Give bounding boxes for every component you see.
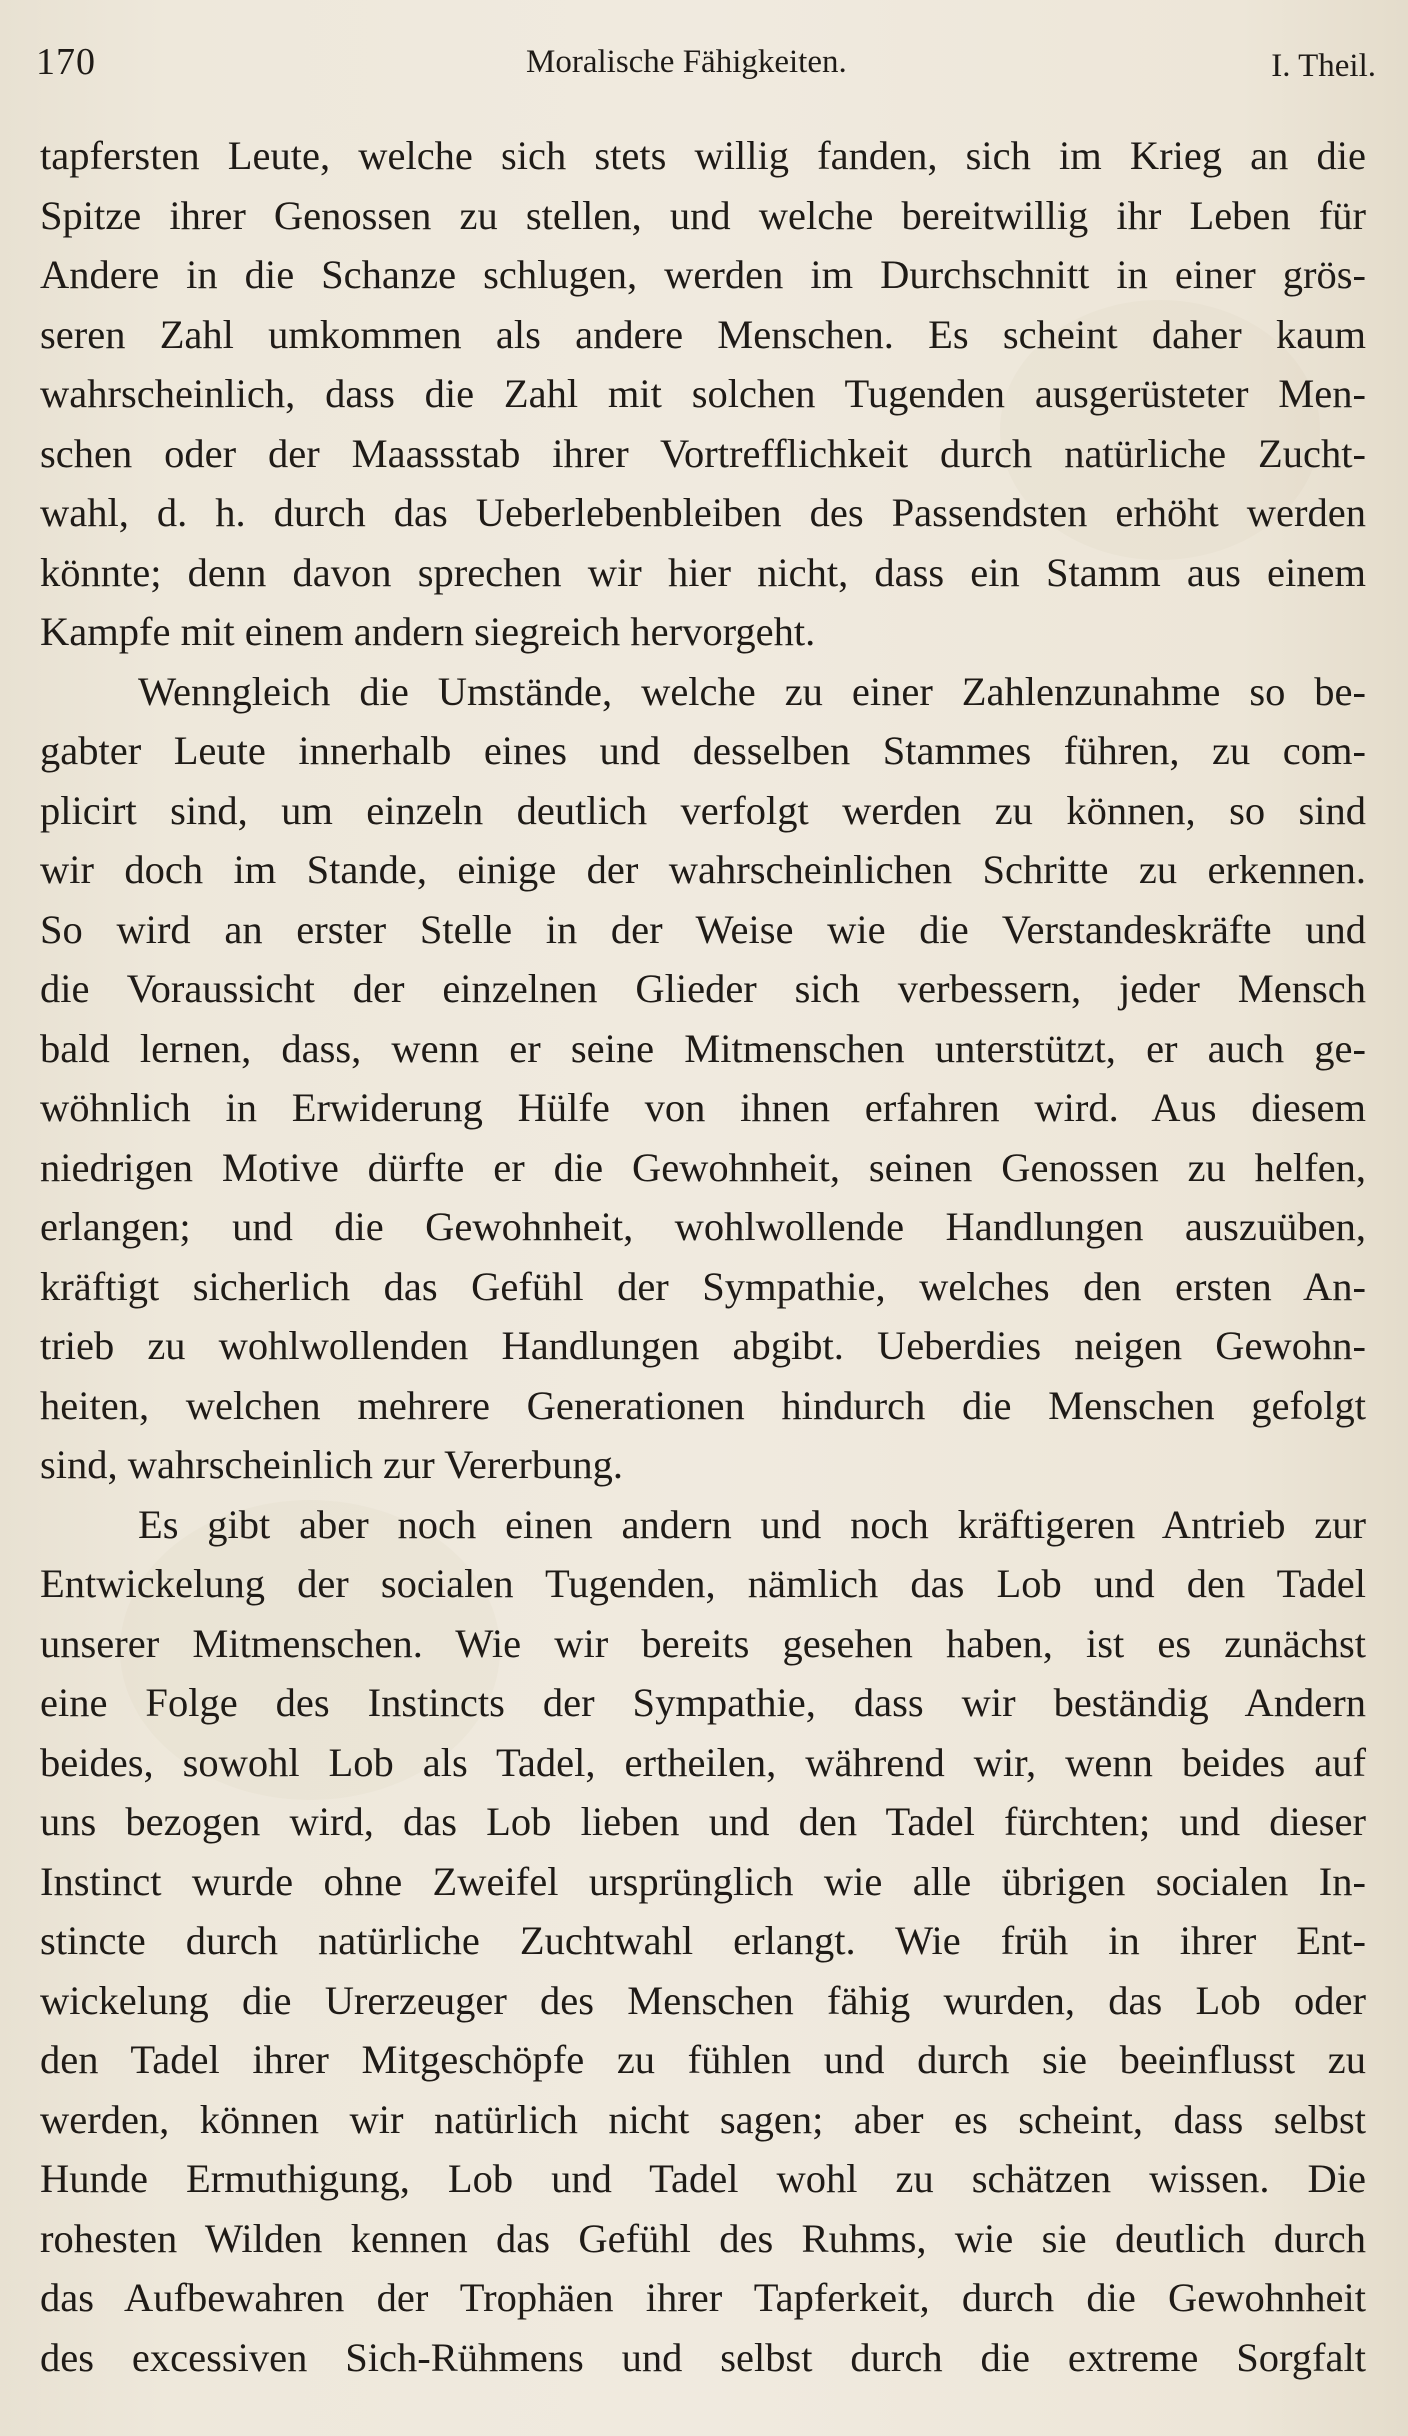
text-line: uns bezogen wird, das Lob lieben und den Tadel fürchten; und dieser (40, 1799, 1366, 1844)
text-line: wahrscheinlich, dass die Zahl mit solchen Tugenden ausgerüsteter Men- (40, 371, 1366, 416)
text-line: Wenngleich die Umstände, welche zu einer Zahlenzunahme so be- (138, 668, 1366, 714)
text-line: bald lernen, dass, wenn er seine Mitmenschen unterstützt, er auch ge- (40, 1025, 1366, 1071)
text-line: werden, können wir natürlich nicht sagen; aber es scheint, dass selbst (40, 2096, 1366, 2142)
text-line: könnte; denn davon sprechen wir hier nicht, dass ein Stamm aus einem (40, 549, 1366, 595)
body-text (40, 126, 1366, 2387)
page-header (36, 40, 1376, 100)
text-line: rohesten Wilden kennen das Gefühl des Ruhms, wie sie deutlich durch (40, 2215, 1366, 2261)
paragraph-2 (40, 662, 1366, 1495)
text-line: So wird an erster Stelle in der Weise wie die Verstandeskräfte und (40, 906, 1366, 952)
text-line: heiten, welchen mehrere Generationen hindurch die Menschen gefolgt (40, 1382, 1366, 1428)
text-line: wöhnlich in Erwiderung Hülfe von ihnen erfahren wird. Aus diesem (40, 1085, 1366, 1130)
text-line: Es gibt aber noch einen andern und noch kräftigeren Antrieb zur (138, 1501, 1366, 1547)
text-line: des excessiven Sich-Rühmens und selbst durch die extreme Sorgfalt (40, 2334, 1366, 2380)
text-line: die Voraussicht der einzelnen Glieder sich verbessern, jeder Mensch (40, 966, 1366, 1011)
text-line: das Aufbewahren der Trophäen ihrer Tapferkeit, durch die Gewohnheit (40, 2275, 1366, 2320)
text-line: erlangen; und die Gewohnheit, wohlwollende Handlungen auszuüben, (40, 1204, 1366, 1249)
text-line: seren Zahl umkommen als andere Menschen. Es scheint daher kaum (40, 311, 1366, 357)
part-label: I. Theil. (1271, 48, 1376, 84)
text-line: plicirt sind, um einzeln deutlich verfolgt werden zu können, so sind (40, 787, 1366, 833)
text-line: wahl, d. h. durch das Ueberlebenbleiben des Passendsten erhöht werden (40, 490, 1366, 535)
text-line: stincte durch natürliche Zuchtwahl erlangt. Wie früh in ihrer Ent- (40, 1918, 1366, 1963)
text-line: Spitze ihrer Genossen zu stellen, und welche bereitwillig ihr Leben für (40, 192, 1366, 238)
text-line: Hunde Ermuthigung, Lob und Tadel wohl zu schätzen wissen. Die (40, 2156, 1366, 2201)
text-line: trieb zu wohlwollenden Handlungen abgibt. Ueberdies neigen Gewohn- (40, 1323, 1366, 1368)
text-line: den Tadel ihrer Mitgeschöpfe zu fühlen und durch sie beeinflusst zu (40, 2037, 1366, 2082)
text-line: sind, wahrscheinlich zur Vererbung. (40, 1442, 623, 1487)
text-line: Entwickelung der socialen Tugenden, nämlich das Lob und den Tadel (40, 1561, 1366, 1606)
text-line: Instinct wurde ohne Zweifel ursprünglich wie alle übrigen socialen In- (40, 1858, 1366, 1904)
page-number: 170 (36, 41, 96, 83)
text-line: Kampfe mit einem andern siegreich hervorgeht. (40, 609, 816, 654)
paragraph-3 (40, 1495, 1366, 2388)
text-line: wickelung die Urerzeuger des Menschen fähig wurden, das Lob oder (40, 1977, 1366, 2023)
text-line: wir doch im Stande, einige der wahrscheinlichen Schritte zu erkennen. (40, 847, 1366, 892)
text-line: tapfersten Leute, welche sich stets willig fanden, sich im Krieg an die (40, 133, 1366, 178)
text-line: kräftigt sicherlich das Gefühl der Sympathie, welches den ersten An- (40, 1263, 1366, 1309)
paragraph-1 (40, 126, 1366, 662)
text-line: beides, sowohl Lob als Tadel, ertheilen, während wir, wenn beides auf (40, 1739, 1366, 1785)
text-line: Andere in die Schanze schlugen, werden im Durchschnitt in einer grös- (40, 252, 1366, 297)
text-line: unserer Mitmenschen. Wie wir bereits gesehen haben, ist es zunächst (40, 1620, 1366, 1666)
text-line: schen oder der Maassstab ihrer Vortrefflichkeit durch natürliche Zucht- (40, 430, 1366, 476)
text-line: gabter Leute innerhalb eines und desselben Stammes führen, zu com- (40, 728, 1366, 773)
text-line: niedrigen Motive dürfte er die Gewohnheit, seinen Genossen zu helfen, (40, 1144, 1366, 1190)
text-line: eine Folge des Instincts der Sympathie, dass wir beständig Andern (40, 1680, 1366, 1725)
running-title: Moralische Fähigkeiten. (526, 44, 847, 80)
